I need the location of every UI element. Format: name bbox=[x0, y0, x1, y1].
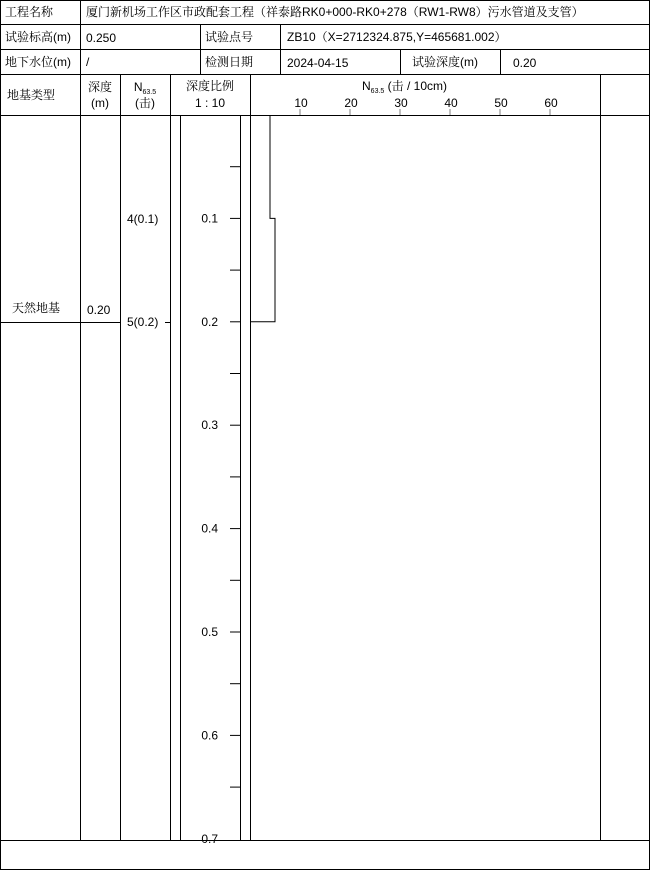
depth-tick-label: 0.7 bbox=[201, 831, 218, 846]
layer-bottom-depth: 0.20 bbox=[87, 303, 111, 317]
water-value: / bbox=[86, 55, 90, 69]
chart-title-sub: 63.5 bbox=[370, 88, 385, 95]
x-tick-label: 30 bbox=[394, 96, 408, 110]
soil-name: 天然地基 bbox=[12, 301, 61, 315]
n-subscript: 63.5 bbox=[142, 89, 157, 96]
test-depth-value: 0.20 bbox=[513, 56, 537, 70]
blow-count-step-line bbox=[250, 115, 275, 322]
x-tick-label: 50 bbox=[494, 96, 508, 110]
water-label: 地下水位(m) bbox=[5, 55, 71, 69]
elevation-value: 0.250 bbox=[86, 31, 117, 45]
scale-title: 深度比例 bbox=[185, 79, 234, 93]
depth-tick-label: 0.5 bbox=[201, 625, 218, 639]
depth-head: 深度 bbox=[87, 80, 112, 94]
blow-label-2: 5(0.2) bbox=[127, 315, 159, 329]
chart-title-unit: (击 / 10cm) bbox=[387, 79, 447, 93]
test-depth-label: 试验深度(m) bbox=[412, 55, 478, 69]
x-tick-label: 60 bbox=[544, 96, 558, 110]
depth-tick-label: 0.4 bbox=[201, 521, 218, 536]
date-value: 2024-04-15 bbox=[287, 56, 349, 70]
blow-label-1: 4(0.1) bbox=[127, 212, 159, 226]
elevation-label: 试验标高(m) bbox=[5, 30, 71, 44]
depth-tick-label: 0.1 bbox=[201, 211, 218, 226]
project-label: 工程名称 bbox=[5, 5, 54, 19]
scale-ratio: 1 : 10 bbox=[194, 96, 226, 110]
point-label: 试验点号 bbox=[205, 30, 254, 44]
x-tick-label: 20 bbox=[344, 96, 358, 110]
soil-type-head: 地基类型 bbox=[7, 88, 56, 102]
depth-tick-label: 0.2 bbox=[201, 314, 218, 329]
x-tick-label: 10 bbox=[294, 96, 308, 110]
depth-tick-label: 0.6 bbox=[201, 728, 218, 743]
point-value: ZB10（X=2712324.875,Y=465681.002） bbox=[287, 30, 507, 44]
n-unit-head: (击) bbox=[135, 96, 155, 110]
x-tick-label: 40 bbox=[444, 96, 458, 110]
n-symbol: N bbox=[133, 80, 143, 94]
chart-title-n: N bbox=[362, 79, 371, 93]
depth-tick-label: 0.3 bbox=[201, 418, 218, 433]
depth-unit-head: (m) bbox=[91, 96, 109, 110]
project-value: 厦门新机场工作区市政配套工程（祥泰路RK0+000-RK0+278（RW1-RW8）污水管道及支管） bbox=[86, 5, 584, 19]
date-label: 检测日期 bbox=[205, 55, 254, 69]
